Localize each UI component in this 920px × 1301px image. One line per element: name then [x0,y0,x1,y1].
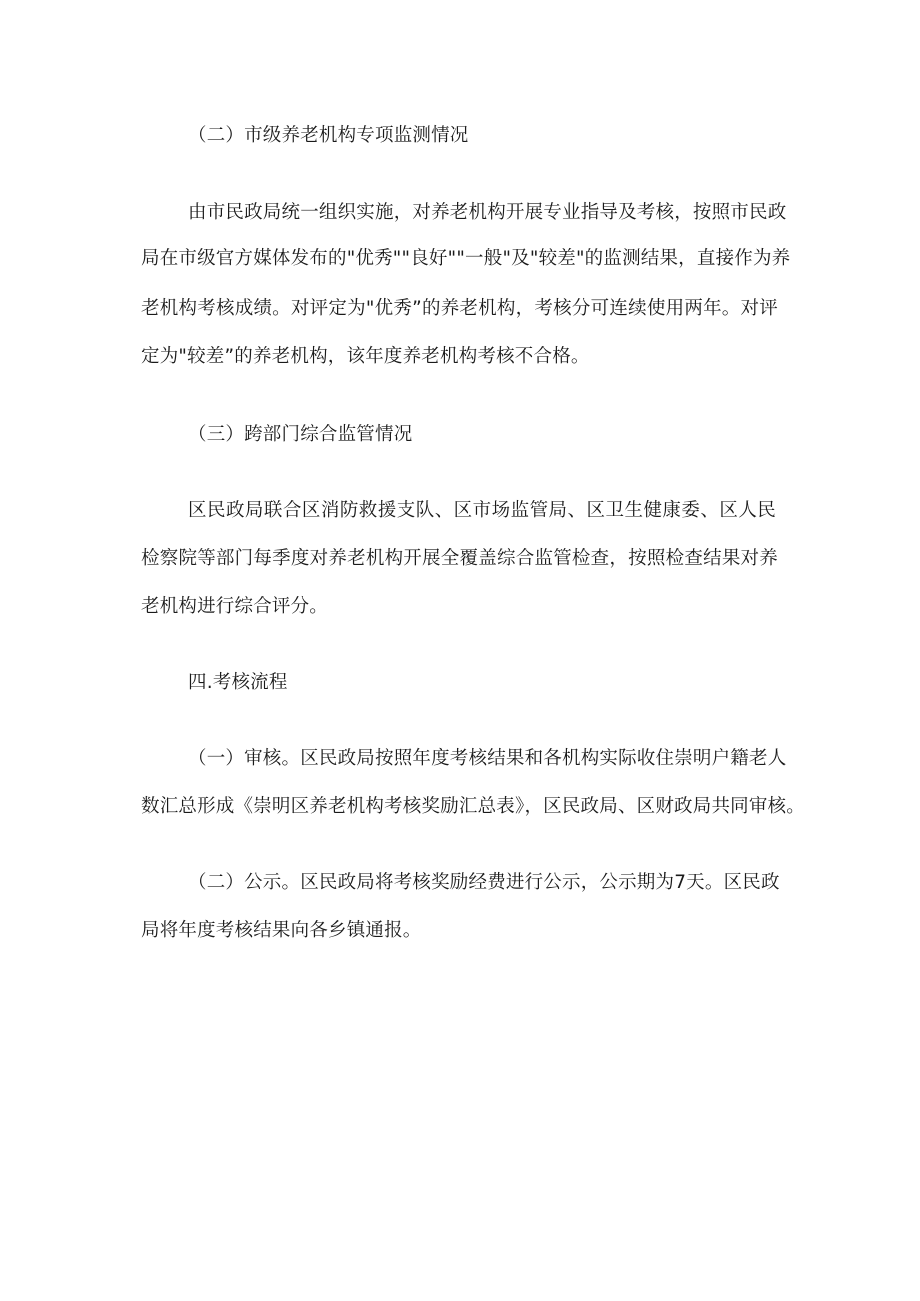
paragraph-line: 老机构进行综合评分。 [141,596,329,617]
paragraph-line: 检察院等部门每季度对养老机构开展全覆盖综合监管检查，按照检查结果对养 [141,548,778,569]
section-heading-cross-department: （三）跨部门综合监管情况 [188,424,413,445]
paragraph-line: 局将年度考核结果向各乡镇通报。 [141,920,422,941]
paragraph-line: （二）公示。区民政局将考核奖励经费进行公示，公示期为7天。区民政 [188,872,780,893]
section-heading-assessment-process: 四.考核流程 [188,672,288,693]
paragraph-line: 区民政局联合区消防救援支队、区市场监管局、区卫生健康委、区人民 [188,500,776,521]
paragraph-line: 老机构考核成绩。对评定为"优秀”的养老机构，考核分可连续使用两年。对评 [141,298,778,319]
paragraph-line: 局在市级官方媒体发布的"优秀""良好""一般"及"较差"的监测结果，直接作为养 [141,248,791,269]
paragraph-line: 数汇总形成《崇明区养老机构考核奖励汇总表》，区民政局、区财政局共同审核。 [141,796,805,817]
section-heading-city-monitoring: （二）市级养老机构专项监测情况 [188,125,469,146]
paragraph-line: 定为"较差”的养老机构，该年度养老机构考核不合格。 [141,346,590,367]
paragraph-line: 由市民政局统一组织实施，对养老机构开展专业指导及考核，按照市民政 [188,202,787,223]
paragraph-line: （一）审核。区民政局按照年度考核结果和各机构实际收住崇明户籍老人 [188,748,787,769]
